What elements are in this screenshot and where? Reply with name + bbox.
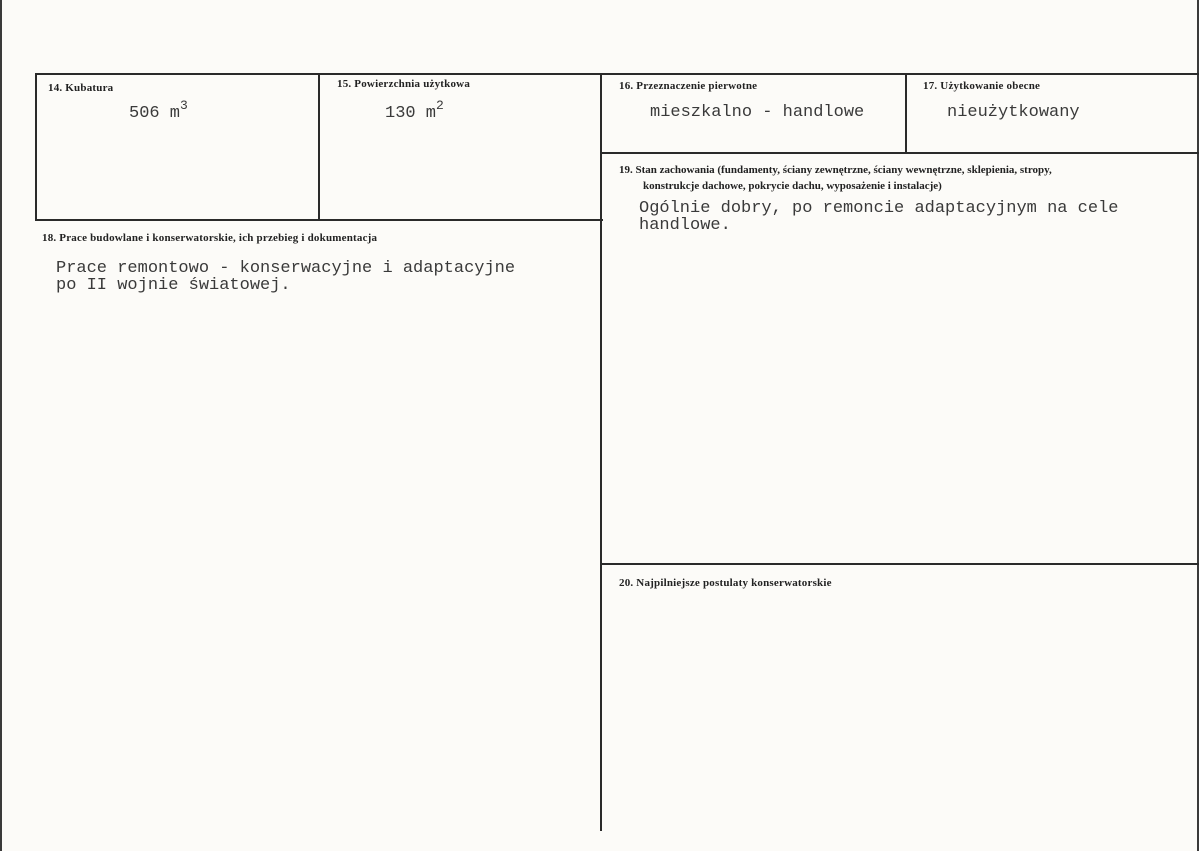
divider-left-edge [35,73,37,221]
field-19-label-line-1: 19. Stan zachowania (fundamenty, ściany zewnętrzne, ściany wewnętrzne, sklepienia, stropy, [619,164,1052,176]
divider-16-17 [905,73,907,153]
top-rule [35,73,1199,75]
divider-14-15 [318,73,320,221]
field-19-text-line-2: handlowe. [639,216,731,235]
field-19-label-line-2: konstrukcje dachowe, pokrycie dachu, wyposażenie i instalacje) [643,180,942,192]
field-15-exponent: 2 [436,98,444,113]
field-14-value [129,98,188,123]
field-14-value-text: 506 m [129,104,181,123]
field-18-text-line-1: Prace remontowo - konserwacyjne i adaptacyjne [56,259,516,278]
field-15-label: 15. Powierzchnia użytkowa [337,78,471,90]
field-18-label: 18. Prace budowlane i konserwatorskie, ich przebieg i dokumentacja [42,232,378,244]
field-15-value-text: 130 m [385,104,437,123]
field-16-label: 16. Przeznaczenie pierwotne [619,80,758,92]
field-14-exponent: 3 [180,98,188,113]
field-20-label: 20. Najpilniejsze postulaty konserwatorskie [619,577,832,589]
field-18-text-line-2: po II wojnie światowej. [56,276,291,295]
rule-under-19 [601,563,1199,565]
field-19-text-line-1: Ogólnie dobry, po remoncie adaptacyjnym na cele [639,199,1119,218]
field-15-value [385,98,444,123]
field-16-value: mieszkalno - handlowe [650,103,865,122]
field-17-value: nieużytkowany [947,103,1080,122]
divider-main [600,73,602,831]
field-17-label: 17. Użytkowanie obecne [923,80,1041,92]
rule-under-16-17 [602,152,1199,154]
field-14-label: 14. Kubatura [48,82,114,94]
